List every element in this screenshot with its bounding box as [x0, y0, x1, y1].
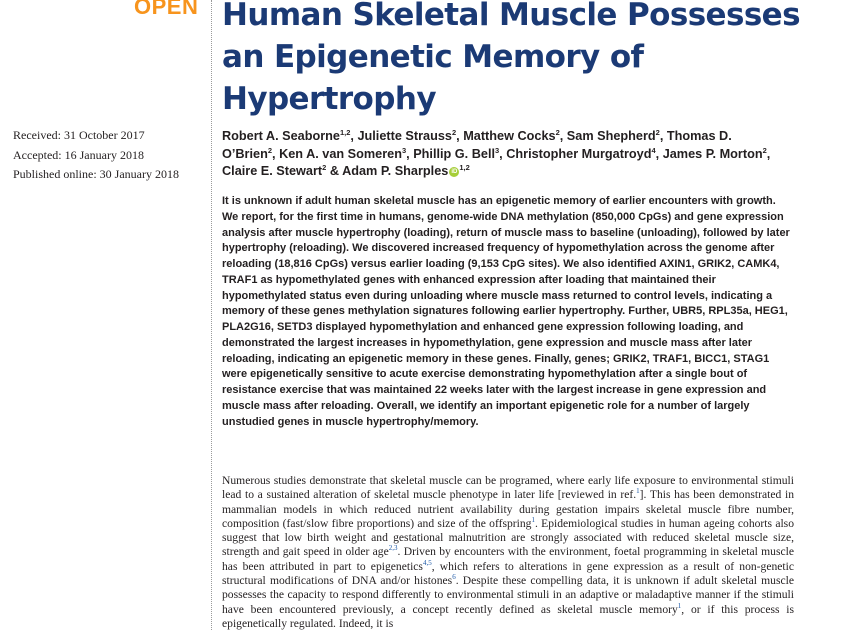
accepted-date: Accepted: 16 January 2018 [13, 147, 144, 162]
author-affiliation: 2 [451, 127, 457, 137]
abstract: It is unknown if adult human skeletal muscle has an epigenetic memory of earlier encounters with growth. We report, for the first time in humans, genome-wide DNA methylation (850,000 CpGs) and gene expression analysis after muscle hypertrophy (loading), return of muscle mass to baseline (unloading), followed by later hypertrophy (reloading). We discovered increased frequency of hypomethylation across the genome after reloading (18,816 CpGs) versus earlier loading (9,153 CpG sites). We also identified AXIN1, GRIK2, CAMK4, TRAF1 as hypomethylated genes with enhanced expression after loading that maintained their hypomethylated status even during unloading where muscle mass returned to control levels, indicating a memory of these genes methylation signatures following earlier hypertrophy. Further, UBR5, RPL35a, HEG1, PLA2G16, SETD3 displayed hypomethylation and enhanced gene expression following loading, and demonstrated the largest increases in hypomethylation, gene expression and muscle mass after later reloading, indicating an epigenetic memory in these genes. Finally, genes; GRIK2, TRAF1, BICC1, STAG1 were epigenetically sensitive to acute exercise demonstrating hypomethylation after a single bout of resistance exercise that was maintained 22 weeks later with the largest increase in gene expression and muscle mass after reloading. Overall, we identify an important epigenetic role for a number of largely unstudied genes in muscle hypertrophy/memory. [222, 195, 790, 428]
orcid-icon[interactable]: iD [451, 168, 458, 175]
publication-dates [13, 126, 179, 185]
author-affiliation: 2 [322, 162, 327, 172]
body-text-segment: Numerous studies demonstrate that skeletal muscle can be programed, where early life exposure to environmental stimuli lead to a sustained alteration of skeletal muscle phenotype in later life [reviewed in ref. [222, 474, 794, 502]
published-date: Published online: 30 January 2018 [13, 167, 179, 181]
author-separator: & [326, 164, 343, 178]
author-affiliation: 1,2 [459, 162, 470, 172]
author-name: Matthew Cocks [463, 129, 556, 143]
body-paragraph [222, 474, 794, 631]
citation-link[interactable]: 1 [531, 516, 535, 525]
article-title: Human Skeletal Muscle Possesses an Epigenetic Memory of Hypertrophy [222, 0, 800, 117]
received-date: Received: 31 October 2017 [13, 128, 145, 142]
author-name: Juliette Strauss [357, 129, 452, 143]
body-text-segment: . Epidemiological studies in human ageing cohorts also suggest that low birth weight and gestational malnutrition are strongly associated with reduced skeletal muscle size, strength and gait speed in older age [222, 516, 794, 559]
author-separator: , [559, 129, 567, 143]
citation-link[interactable]: 4,5 [422, 558, 432, 567]
author-affiliation: 2 [267, 145, 272, 155]
author-separator: , [406, 146, 414, 161]
author-name: Ken A. van Someren [279, 146, 402, 161]
author-name: James P. Morton [662, 146, 763, 161]
author-separator: , [499, 146, 507, 161]
author-affiliation: 2 [762, 145, 767, 155]
author-separator: , [766, 146, 771, 161]
author-affiliation: 2 [655, 127, 660, 137]
author-affiliation: 4 [651, 145, 656, 155]
author-affiliation: 3 [495, 145, 500, 155]
open-access-badge: OPEN [134, 0, 199, 19]
author-name: Adam P. Sharples [342, 164, 449, 178]
author-separator: , [350, 129, 358, 143]
citation-link[interactable]: 2,3 [388, 544, 398, 553]
author-separator: , [272, 146, 280, 161]
body-text-segment: . Driven by encounters with the environment, foetal programming in skeletal muscle has been attributed in part to epigenetics [222, 545, 794, 573]
author-name: Sam Shepherd [566, 129, 656, 143]
author-affiliation: 1,2 [339, 127, 351, 137]
author-separator: , [655, 146, 663, 161]
author-list [222, 128, 782, 181]
author-affiliation: 3 [401, 145, 407, 155]
citation-link[interactable]: 6 [452, 573, 456, 582]
author-name: Robert A. Seaborne [222, 129, 340, 143]
author-separator: , [456, 129, 464, 143]
author-name: Thomas D. O’Brien [222, 129, 732, 161]
author-affiliation: 2 [555, 127, 560, 137]
body-text-segment: , or if this process is epigenetically regulated. Indeed, it is [222, 602, 795, 630]
author-name: Phillip G. Bell [413, 146, 495, 161]
author-name: Christopher Murgatroyd [506, 146, 652, 161]
citation-link[interactable]: 1 [677, 601, 682, 610]
author-separator: , [659, 129, 667, 143]
citation-link[interactable]: 1 [636, 487, 640, 496]
column-divider [211, 0, 212, 630]
body-text-segment: , which refers to alterations in gene expression as a result of non-genetic structural modifications of DNA and/or histones [222, 559, 794, 588]
body-text-segment: ]. This has been demonstrated in mammalian models in which reduced nutrient availability during gestation impairs skeletal muscle fibre number, composition (fast/slow fibre proportions) and size of the offspring [222, 488, 794, 530]
author-name: Claire E. Stewart [222, 164, 323, 178]
body-text-segment: . Despite these compelling data, it is unknown if adult skeletal muscle possesses the capacity to respond differently to environmental stimuli in an adaptive or maladaptive manner if the stimuli have been encountered previously, a concept recently defined as skeletal muscle memory [222, 574, 794, 616]
